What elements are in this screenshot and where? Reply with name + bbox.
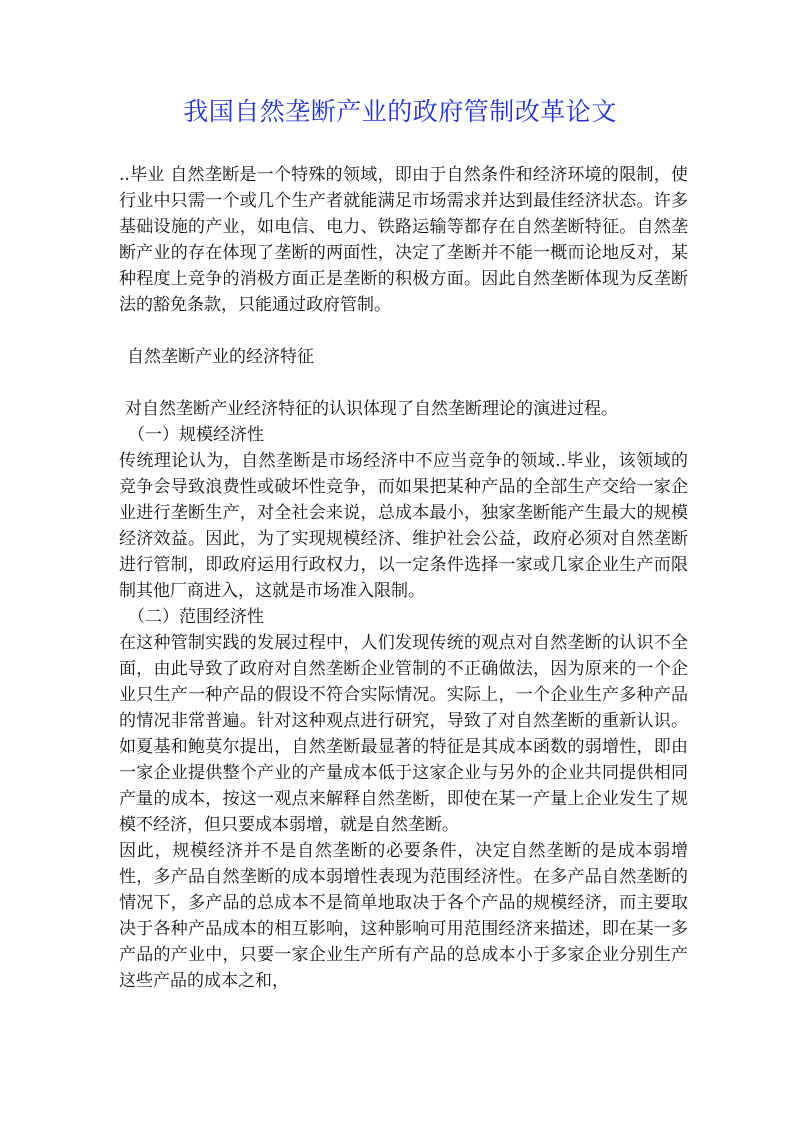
document-body	[119, 162, 688, 994]
subsection-heading-scope: （二）范围经济性	[128, 607, 264, 627]
document-title: 我国自然垄断产业的政府管制改革论文	[183, 97, 617, 126]
intro-paragraph: ..毕业 自然垄断是一个特殊的领域，即由于自然条件和经济环境的限制，使行业中只需一个或几个生产者就能满足市场需求并达到最佳经济状态。许多基础设施的产业，如电信、电力、铁路运输等都存在自然垄断特征。自然垄断产业的存在体现了垄断的两面性，决定了垄断并不能一概而论地反对，某种程度上竞争的消极方面正是垄断的积极方面。因此自然垄断体现为反垄断法的豁免条款，只能通过政府管制。	[119, 165, 688, 315]
subsection-heading-scale: （一）规模经济性	[128, 425, 264, 445]
section-intro-paragraph: 对自然垄断产业经济特征的认识体现了自然垄断理论的演进过程。	[125, 399, 618, 419]
paragraph-spacer	[119, 318, 688, 344]
section-heading: 自然垄断产业的经济特征	[127, 347, 314, 367]
scope-economy-paragraph-1: 在这种管制实践的发展过程中，人们发现传统的观点对自然垄断的认识不全面，由此导致了政府对自然垄断企业管制的不正确做法，因为原来的一个企业只生产一种产品的假设不符合实际情况。实际上，一个企业生产多种产品的情况非常普遍。针对这种观点进行研究，导致了对自然垄断的重新认识。如夏基和鲍莫尔提出，自然垄断最显著的特征是其成本函数的弱增性，即由一家企业提供整个产业的产量成本低于这家企业与另外的企业共同提供相同产量的成本，按这一观点来解释自然垄断，即使在某一产量上企业发生了规模不经济，但只要成本弱增，就是自然垄断。	[119, 633, 688, 835]
paragraph-spacer	[119, 370, 688, 396]
scale-economy-paragraph: 传统理论认为，自然垄断是市场经济中不应当竞争的领域..毕业，该领域的竞争会导致浪费性或破坏性竞争，而如果把某种产品的全部生产交给一家企业进行垄断生产，对全社会来说，总成本最小，独家垄断能产生最大的规模经济效益。因此，为了实现规模经济、维护社会公益，政府必须对自然垄断进行管制，即政府运用行政权力，以一定条件选择一家或几家企业生产而限制其他厂商进入，这就是市场准入限制。	[119, 451, 688, 601]
scope-economy-paragraph-2: 因此，规模经济并不是自然垄断的必要条件，决定自然垄断的是成本弱增性，多产品自然垄断的成本弱增性表现为范围经济性。在多产品自然垄断的情况下，多产品的总成本不是简单地取决于各个产品的规模经济，而主要取决于各种产品成本的相互影响，这种影响可用范围经济来描述，即在某一多产品的产业中，只要一家企业生产所有产品的总成本小于多家企业分别生产这些产品的成本之和，	[119, 841, 688, 991]
